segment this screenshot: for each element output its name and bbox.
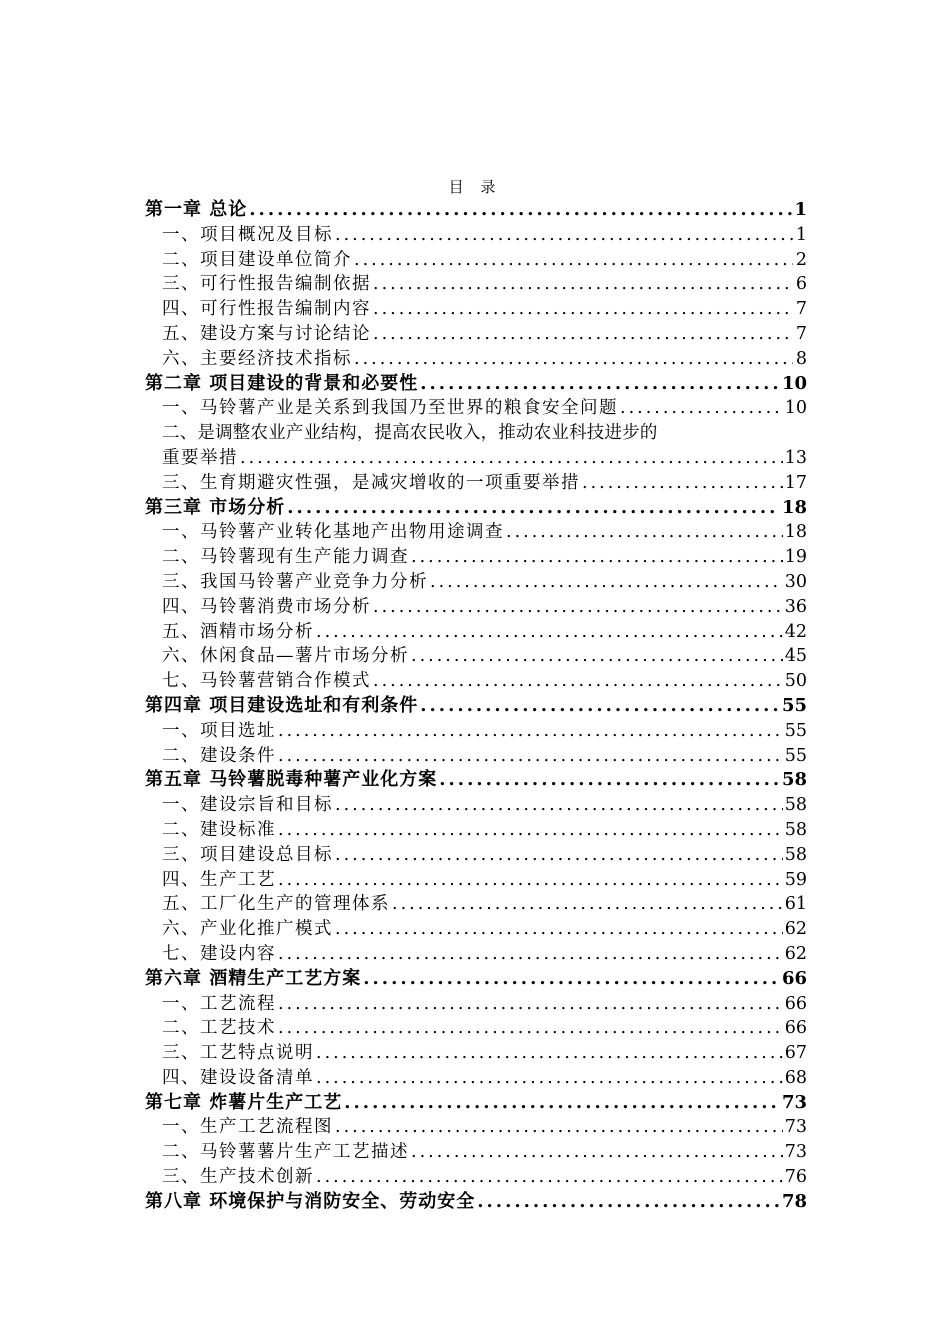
- toc-page-number: 1: [794, 199, 807, 220]
- toc-page-number: 1: [795, 224, 807, 245]
- toc-entry-label: 三、我国马铃薯产业竞争力分析: [162, 571, 428, 592]
- toc-page-number: 73: [784, 1117, 807, 1138]
- toc-section-entry[interactable]: [145, 570, 807, 595]
- toc-page-number: 30: [784, 571, 807, 592]
- toc-entry-label: 四、生产工艺: [162, 869, 276, 890]
- toc-section-entry[interactable]: [145, 272, 807, 297]
- dot-leader: [430, 570, 783, 595]
- toc-entry-label: 二、建设条件: [162, 745, 276, 766]
- toc-section-entry[interactable]: [145, 421, 807, 446]
- toc-chapter-entry[interactable]: [145, 1190, 807, 1215]
- toc-entry-label: 六、主要经济技术指标: [162, 348, 352, 369]
- toc-entry-label: 第二章 项目建设的背景和必要性: [145, 372, 419, 394]
- toc-page-number: 8: [795, 348, 807, 369]
- dot-leader: [373, 272, 793, 297]
- toc-section-entry[interactable]: [145, 223, 807, 248]
- toc-chapter-entry[interactable]: [145, 198, 807, 223]
- toc-entry-label: 第五章 马铃薯脱毒种薯产业化方案: [145, 769, 438, 791]
- toc-page-number: 7: [795, 323, 807, 344]
- toc-entry-label: 七、建设内容: [162, 943, 276, 964]
- toc-entry-label: 二、工艺技术: [162, 1018, 276, 1039]
- toc-entry-label: 六、休闲食品—薯片市场分析: [162, 646, 409, 667]
- toc-page-number: 76: [784, 1167, 807, 1188]
- toc-page-number: 45: [784, 646, 807, 667]
- toc-section-entry[interactable]: [145, 818, 807, 843]
- toc-section-entry-continued[interactable]: [145, 446, 807, 471]
- toc-page-number: 73: [784, 1142, 807, 1163]
- toc-entry-label: 一、项目选址: [162, 720, 276, 741]
- toc-section-entry[interactable]: [145, 248, 807, 273]
- dot-leader: [392, 892, 783, 917]
- toc-page-number: 58: [784, 795, 807, 816]
- dot-leader: [278, 868, 783, 893]
- toc-page-number: 17: [784, 472, 807, 493]
- toc-page-number: 58: [784, 844, 807, 865]
- toc-page-number: 7: [795, 299, 807, 320]
- toc-entry-label: 二、是调整农业产业结构，提高农民收入，推动农业科技进步的: [162, 423, 658, 444]
- dot-leader: [354, 347, 793, 372]
- toc-section-entry[interactable]: [145, 793, 807, 818]
- toc-entry-label: 一、建设宗旨和目标: [162, 795, 333, 816]
- toc-section-entry[interactable]: [145, 1165, 807, 1190]
- toc-page-number: 61: [784, 894, 807, 915]
- toc-page-number: 55: [784, 745, 807, 766]
- dot-leader: [439, 768, 780, 793]
- toc-entry-label: 二、马铃薯薯片生产工艺描述: [162, 1142, 409, 1163]
- toc-section-entry[interactable]: [145, 471, 807, 496]
- toc-section-entry[interactable]: [145, 322, 807, 347]
- dot-leader: [477, 1190, 780, 1215]
- dot-leader: [411, 545, 783, 570]
- toc-entry-label: 三、工艺特点说明: [162, 1043, 314, 1064]
- toc-section-entry[interactable]: [145, 843, 807, 868]
- toc-page-number: 62: [784, 943, 807, 964]
- toc-chapter-entry[interactable]: [145, 496, 807, 521]
- toc-section-entry[interactable]: [145, 942, 807, 967]
- toc-page-number: 6: [795, 274, 807, 295]
- table-of-contents: [145, 198, 807, 1215]
- toc-entry-label: 四、建设设备清单: [162, 1067, 314, 1088]
- toc-entry-label: 第七章 炸薯片生产工艺: [145, 1091, 343, 1113]
- toc-entry-label: 五、建设方案与讨论结论: [162, 323, 371, 344]
- toc-section-entry[interactable]: [145, 545, 807, 570]
- toc-page-number: 58: [784, 819, 807, 840]
- toc-entry-label: 五、酒精市场分析: [162, 621, 314, 642]
- toc-section-entry[interactable]: [145, 992, 807, 1017]
- toc-section-entry[interactable]: [145, 744, 807, 769]
- toc-entry-label: 第八章 环境保护与消防安全、劳动安全: [145, 1190, 476, 1212]
- toc-title: 目 录: [448, 178, 502, 196]
- toc-page-number: 42: [784, 621, 807, 642]
- toc-page-number: 66: [781, 967, 807, 989]
- toc-entry-label: 重要举措: [162, 447, 238, 468]
- toc-chapter-entry[interactable]: [145, 694, 807, 719]
- toc-section-entry[interactable]: [145, 620, 807, 645]
- toc-entry-label: 二、建设标准: [162, 819, 276, 840]
- dot-leader: [240, 446, 783, 471]
- toc-entry-label: 六、产业化推广模式: [162, 919, 333, 940]
- dot-leader: [316, 1165, 783, 1190]
- toc-page-number: 2: [795, 249, 807, 270]
- toc-entry-label: 第四章 项目建设选址和有利条件: [145, 694, 419, 716]
- toc-chapter-entry[interactable]: [145, 967, 807, 992]
- toc-page-number: 55: [781, 694, 807, 716]
- dot-leader: [411, 644, 783, 669]
- dot-leader: [278, 719, 783, 744]
- toc-entry-label: 第一章 总论: [145, 199, 248, 220]
- toc-page-number: 66: [784, 993, 807, 1014]
- toc-section-entry[interactable]: [145, 1066, 807, 1091]
- toc-entry-label: 一、项目概况及目标: [162, 224, 333, 245]
- toc-entry-label: 五、工厂化生产的管理体系: [162, 894, 390, 915]
- dot-leader: [373, 322, 793, 347]
- toc-chapter-entry[interactable]: [145, 372, 807, 397]
- dot-leader: [335, 223, 793, 248]
- dot-leader: [420, 372, 780, 397]
- dot-leader: [344, 1091, 780, 1116]
- toc-entry-label: 四、可行性报告编制内容: [162, 299, 371, 320]
- dot-leader: [335, 917, 783, 942]
- toc-section-entry[interactable]: [145, 917, 807, 942]
- dot-leader: [278, 744, 783, 769]
- toc-page-number: 58: [781, 769, 807, 791]
- toc-entry-label: 三、可行性报告编制依据: [162, 274, 371, 295]
- toc-section-entry[interactable]: [145, 396, 807, 421]
- toc-section-entry[interactable]: [145, 669, 807, 694]
- dot-leader: [620, 396, 783, 421]
- dot-leader: [278, 818, 783, 843]
- dot-leader: [373, 595, 783, 620]
- toc-page-number: 13: [784, 447, 807, 468]
- toc-page-number: 10: [784, 398, 807, 419]
- toc-entry-label: 七、马铃薯营销合作模式: [162, 671, 371, 692]
- dot-leader: [363, 967, 780, 992]
- toc-section-entry[interactable]: [145, 347, 807, 372]
- toc-section-entry[interactable]: [145, 719, 807, 744]
- toc-entry-label: 第六章 酒精生产工艺方案: [145, 967, 362, 989]
- toc-entry-label: 一、马铃薯产业是关系到我国乃至世界的粮食安全问题: [162, 398, 618, 419]
- toc-page-number: 36: [784, 596, 807, 617]
- toc-entry-label: 三、项目建设总目标: [162, 844, 333, 865]
- toc-entry-label: 第三章 市场分析: [145, 496, 286, 518]
- dot-leader: [373, 297, 793, 322]
- toc-page-number: 55: [784, 720, 807, 741]
- toc-page-number: 50: [784, 671, 807, 692]
- toc-entry-label: 二、项目建设单位简介: [162, 249, 352, 270]
- toc-entry-label: 一、工艺流程: [162, 993, 276, 1014]
- toc-section-entry[interactable]: [145, 1115, 807, 1140]
- dot-leader: [316, 620, 783, 645]
- dot-leader: [335, 843, 783, 868]
- dot-leader: [506, 520, 783, 545]
- dot-leader: [278, 942, 783, 967]
- dot-leader: [354, 248, 793, 273]
- toc-page-number: 18: [781, 496, 807, 518]
- toc-entry-label: 二、马铃薯现有生产能力调查: [162, 547, 409, 568]
- dot-leader: [411, 1140, 783, 1165]
- toc-page-number: 59: [784, 869, 807, 890]
- toc-page-number: 10: [781, 372, 807, 394]
- toc-chapter-entry[interactable]: [145, 1091, 807, 1116]
- dot-leader: [278, 992, 783, 1017]
- dot-leader: [316, 1041, 783, 1066]
- toc-section-entry[interactable]: [145, 1016, 807, 1041]
- toc-entry-label: 四、马铃薯消费市场分析: [162, 596, 371, 617]
- dot-leader: [316, 1066, 783, 1091]
- toc-section-entry[interactable]: [145, 1041, 807, 1066]
- dot-leader: [582, 471, 783, 496]
- dot-leader: [335, 1115, 783, 1140]
- toc-chapter-entry[interactable]: [145, 768, 807, 793]
- toc-section-entry[interactable]: [145, 1140, 807, 1165]
- dot-leader: [249, 198, 792, 223]
- toc-section-entry[interactable]: [145, 868, 807, 893]
- toc-section-entry[interactable]: [145, 644, 807, 669]
- toc-page-number: 18: [784, 522, 807, 543]
- toc-page-number: 62: [784, 919, 807, 940]
- toc-page-number: 19: [784, 547, 807, 568]
- toc-page-number: 73: [781, 1091, 807, 1113]
- toc-page-number: 66: [784, 1018, 807, 1039]
- dot-leader: [420, 694, 780, 719]
- dot-leader: [287, 496, 780, 521]
- toc-page-number: 68: [784, 1067, 807, 1088]
- dot-leader: [373, 669, 783, 694]
- toc-page-number: 67: [784, 1043, 807, 1064]
- toc-section-entry[interactable]: [145, 892, 807, 917]
- toc-page-number: 78: [781, 1190, 807, 1212]
- toc-section-entry[interactable]: [145, 595, 807, 620]
- toc-entry-label: 一、马铃薯产业转化基地产出物用途调查: [162, 522, 504, 543]
- toc-entry-label: 三、生产技术创新: [162, 1167, 314, 1188]
- toc-section-entry[interactable]: [145, 520, 807, 545]
- dot-leader: [278, 1016, 783, 1041]
- toc-entry-label: 一、生产工艺流程图: [162, 1117, 333, 1138]
- toc-entry-label: 三、生育期避灾性强，是减灾增收的一项重要举措: [162, 472, 580, 493]
- dot-leader: [335, 793, 783, 818]
- toc-section-entry[interactable]: [145, 297, 807, 322]
